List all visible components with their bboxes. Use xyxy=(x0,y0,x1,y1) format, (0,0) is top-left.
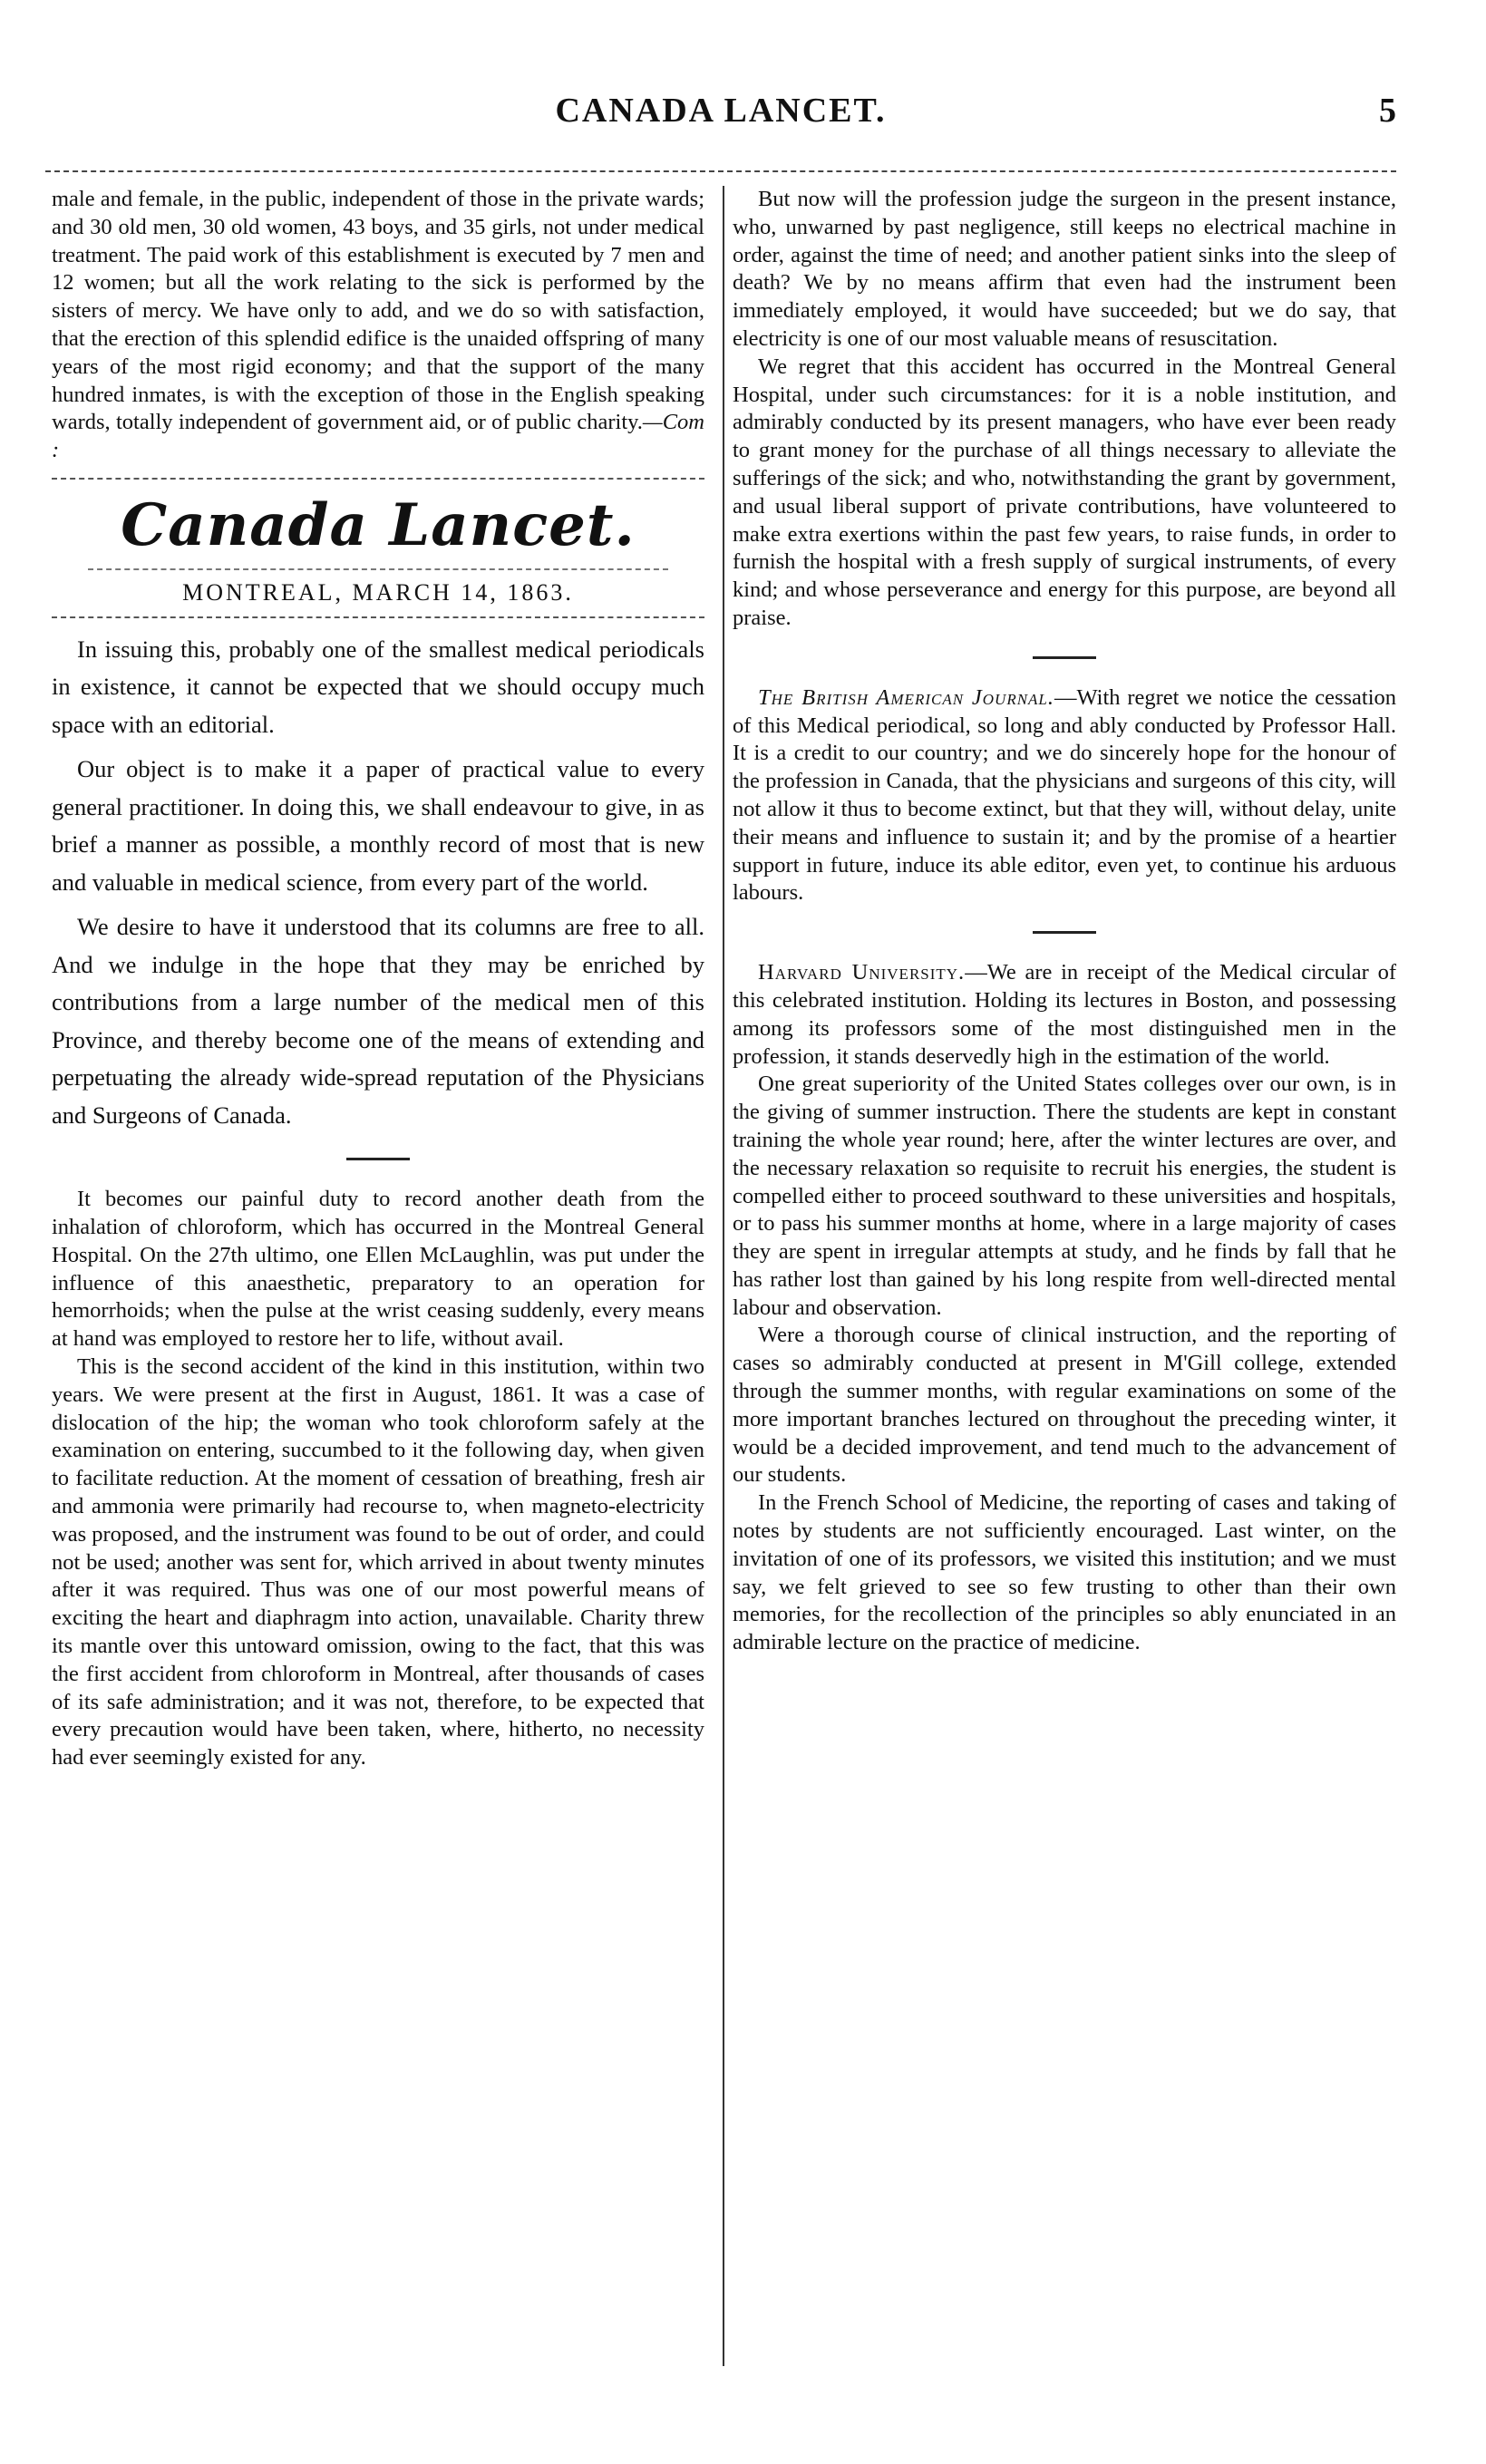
harvard-text: —We are in receipt of the Medical circular of this celebrated institution. Holding its lectures in Boston, and possessing among its professors some of the most distinguished men in the profession, it stands deservedly high in the estimation of the world. xyxy=(733,960,1396,1069)
masthead-rule-bottom xyxy=(52,616,704,618)
signature: —Com : xyxy=(52,410,704,463)
running-title: CANADA LANCET. xyxy=(555,92,887,130)
continued-text: male and female, in the public, independent of those in the private wards; and 30 old men, 30 old women, 43 boys, and 35 girls, not under medical treatment. The paid work of this establishment is executed by 7 men and 12 women; but all the work relating to the sick is performed by the sisters of mercy. We have only to add, and we do so with satisfaction, that the erection of this splendid edifice is the unaided offspring of many years of the most rigid economy; and that the support of the many hundred inmates, is with the exception of those in the English speaking wards, totally independent of government aid, or of public charity. xyxy=(52,187,704,435)
harvard-paragraph xyxy=(733,959,1396,1071)
dateline: MONTREAL, MARCH 14, 1863. xyxy=(182,578,574,606)
chloroform-paragraph: It becomes our painful duty to record another death from the inhalation of chloroform, which has occurred in the Montreal General Hospital. On the 27th ultimo, one Ellen McLaughlin, was put under the influence of this anaesthetic, preparatory to an operation for hemorrhoids; when the pulse at the wrist ceasing suddenly, every means at hand was employed to restore her to life, without avail. xyxy=(52,1187,704,1352)
harvard-paragraph: In the French School of Medicine, the reporting of cases and taking of notes by students are not sufficiently encouraged. Last winter, on the invitation of one of its professors, we visited this institution; and we must say, we felt grieved to see so few trusting to other than their own memories, for the recollection of the principles so ably enunciated in an admirable lecture on the practice of medicine. xyxy=(733,1490,1396,1655)
editorial-paragraph: We desire to have it understood that its columns are free to all. And we indulge in the hope that they may be enriched by contributions from a large number of the medical men of this Province, and thereby become one of the means of extending and perpetuating the already wide-spread reputation of the Physicians and Surgeons of Canada. xyxy=(52,913,704,1129)
masthead-rule-middle xyxy=(88,568,668,570)
editorial-paragraph: In issuing this, probably one of the smallest medical periodicals in existence, it cannot be expected that we should occupy much space with an editorial. xyxy=(52,635,704,738)
masthead-rule-top xyxy=(52,478,704,480)
left-column xyxy=(52,186,704,1772)
harvard-paragraph: Were a thorough course of clinical instruction, and the reporting of cases so admirably conducted at present in M'Gill college, extended through the summer months, with regular examinations on some of the more important branches lectured on throughout the preceding winter, it would be a decided improvement, and tend much to the advancement of our students. xyxy=(733,1323,1396,1488)
harvard-paragraph: One great superiority of the United States colleges over our own, is in the giving of summer instruction. There the students are kept in constant training the whole year round; here, after the winter lectures are over, and the necessary relaxation so requisite to recruit his energies, the student is compelled either to proceed southward to these universities and hospitals, or to pass his summer months at home, where in a large majority of cases they are spent in irregular attempts at study, and he finds by fall that he has rather lost than gained by his long respite from well-directed mental labour and observation. xyxy=(733,1072,1396,1320)
editorial-section xyxy=(52,631,704,1135)
harvard-heading: Harvard University. xyxy=(758,960,966,985)
column-divider xyxy=(723,186,724,2366)
header-rule xyxy=(45,170,1396,172)
right-column xyxy=(733,186,1396,1657)
masthead-title: Canada Lancet. xyxy=(121,490,636,559)
chloroform-continued-paragraph: We regret that this accident has occurred in the Montreal General Hospital, under such circumstances: for it is a noble institution, and admirably conducted by its present managers, who have ever been ready to grant money for the purchase of all things necessary to alleviate the sufferings of the sick; and who, notwithstanding the grant by government, and usual liberal support of private contributions, have volunteered to make extra exertions within the past few years, to raise funds, in order to furnish the hospital with a fresh supply of surgical instruments, of every kind; and whose perseverance and energy for this purpose, are beyond all praise. xyxy=(733,354,1396,630)
section-separator xyxy=(1033,656,1096,659)
british-journal-text: —With regret we notice the cessation of this Medical periodical, so long and ably conducted by Professor Hall. It is a credit to our country; and we do sincerely hope for the honour of the profession in Canada, that the physicians and surgeons of this city, will not allow it thus to become extinct, but that they will, without delay, unite their means and influence to sustain it; and by the promise of a heartier support in future, induce its able editor, even yet, to continue his arduous labours. xyxy=(733,684,1397,906)
section-separator xyxy=(346,1158,410,1160)
chloroform-continued-paragraph: But now will the profession judge the surgeon in the present instance, who, unwarned by past negligence, still keeps no electrical machine in order, against the time of need; and another patient sinks into the sleep of death? We by no means affirm that even had the instrument been immediately employed, it would have succeeded; but we do say, that electricity is one of our most valuable means of resuscitation. xyxy=(733,187,1396,351)
british-journal-paragraph xyxy=(733,684,1396,907)
page-header xyxy=(45,91,1396,145)
editorial-paragraph: Our object is to make it a paper of practical value to every general practitioner. In doing this, we shall endeavour to give, in as brief a manner as possible, a monthly record of most that is new and valuable in medical science, from every part of the world. xyxy=(52,755,704,896)
section-separator xyxy=(1033,931,1096,934)
chloroform-paragraph: This is the second accident of the kind in this institution, within two years. We were present at the first in August, 1861. It was a case of dislocation of the hip; the woman who took chloroform safely at the examination on entering, succumbed to it the following day, when given to facilitate reduction. At the moment of cessation of breathing, fresh air and ammonia were primarily had recourse to, when magneto-electricity was proposed, and the instrument was found to be out of order, and could not be used; another was sent for, which arrived in about twenty minutes after it was required. Thus was one of our most powerful means of exciting the heart and diaphragm into action, unavailable. Charity threw its mantle over this untoward omission, owing to the fact, that this was the first accident from chloroform in Montreal, after thousands of cases of its safe administration; and it was not, therefore, to be expected that every precaution would have been taken, where, hitherto, no necessity had ever seemingly existed for any. xyxy=(52,1354,704,1770)
british-journal-heading: The British American Journal. xyxy=(758,684,1055,710)
page-number: 5 xyxy=(1379,92,1396,130)
continued-paragraph xyxy=(52,186,704,465)
